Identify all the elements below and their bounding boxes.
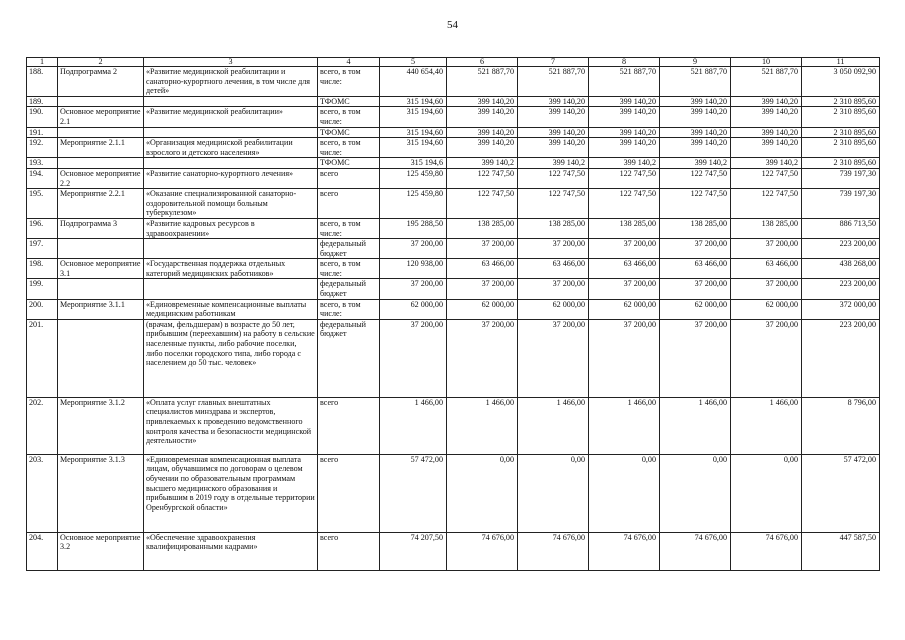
row-name: Основное мероприятие 2.1: [58, 107, 144, 127]
amount-cell: 372 000,00: [802, 299, 880, 319]
amount-cell: 399 140,2: [660, 158, 731, 169]
amount-cell: 122 747,50: [731, 168, 802, 188]
amount-cell: 0,00: [589, 454, 660, 532]
amount-cell: 1 466,00: [731, 397, 802, 454]
amount-cell: 37 200,00: [518, 319, 589, 397]
table-row: [27, 96, 880, 107]
table-row: [27, 189, 880, 219]
amount-cell: 399 140,20: [447, 127, 518, 138]
amount-cell: 0,00: [731, 454, 802, 532]
funding-source: всего, в том числе:: [318, 259, 380, 279]
amount-cell: 223 200,00: [802, 279, 880, 299]
amount-cell: 122 747,50: [447, 168, 518, 188]
row-description: «Единовременные компенсационные выплаты медицинским работникам: [144, 299, 318, 319]
amount-cell: 1 466,00: [589, 397, 660, 454]
amount-cell: 57 472,00: [380, 454, 447, 532]
budget-table: [26, 57, 880, 571]
amount-cell: 521 887,70: [660, 67, 731, 97]
funding-source: всего, в том числе:: [318, 299, 380, 319]
funding-source: федеральный бюджет: [318, 279, 380, 299]
amount-cell: 74 676,00: [660, 532, 731, 570]
amount-cell: 399 140,20: [589, 138, 660, 158]
table-row: [27, 158, 880, 169]
row-name: Мероприятие 2.1.1: [58, 138, 144, 158]
amount-cell: 399 140,20: [518, 138, 589, 158]
amount-cell: 2 310 895,60: [802, 107, 880, 127]
amount-cell: 63 466,00: [731, 259, 802, 279]
amount-cell: 74 676,00: [518, 532, 589, 570]
amount-cell: 8 796,00: [802, 397, 880, 454]
column-header: 3: [144, 58, 318, 67]
amount-cell: 37 200,00: [380, 239, 447, 259]
amount-cell: 62 000,00: [518, 299, 589, 319]
amount-cell: 62 000,00: [589, 299, 660, 319]
row-description: [144, 96, 318, 107]
row-number: 198.: [27, 259, 58, 279]
amount-cell: 122 747,50: [660, 168, 731, 188]
amount-cell: 122 747,50: [447, 189, 518, 219]
amount-cell: 315 194,60: [380, 107, 447, 127]
amount-cell: 399 140,20: [731, 138, 802, 158]
amount-cell: 315 194,60: [380, 96, 447, 107]
row-number: 189.: [27, 96, 58, 107]
amount-cell: 399 140,20: [731, 96, 802, 107]
table-row: [27, 67, 880, 97]
amount-cell: 399 140,20: [660, 127, 731, 138]
amount-cell: 2 310 895,60: [802, 127, 880, 138]
amount-cell: 37 200,00: [731, 279, 802, 299]
amount-cell: 125 459,80: [380, 189, 447, 219]
column-header: 10: [731, 58, 802, 67]
amount-cell: 2 310 895,60: [802, 96, 880, 107]
row-description: «Оплата услуг главных внештатных специалистов минздрава и экспертов, привлекаемых к проведению ведомственного контроля качества и безопасности медицинской деятельности»: [144, 397, 318, 454]
row-name: Мероприятие 3.1.3: [58, 454, 144, 532]
row-name: Мероприятие 3.1.1: [58, 299, 144, 319]
funding-source: всего: [318, 168, 380, 188]
row-description: [144, 158, 318, 169]
amount-cell: 122 747,50: [660, 189, 731, 219]
row-number: 192.: [27, 138, 58, 158]
amount-cell: 521 887,70: [518, 67, 589, 97]
row-description: «Единовременная компенсационная выплата лицам, обучавшимся по договорам о целевом обучении по образовательным программам высшего медицинского образования и прибывшим в 2019 году в отдельные территории Оренбургской области»: [144, 454, 318, 532]
amount-cell: 399 140,20: [518, 127, 589, 138]
amount-cell: 63 466,00: [447, 259, 518, 279]
amount-cell: 63 466,00: [660, 259, 731, 279]
amount-cell: 37 200,00: [731, 239, 802, 259]
amount-cell: 74 676,00: [447, 532, 518, 570]
amount-cell: 37 200,00: [660, 279, 731, 299]
amount-cell: 438 268,00: [802, 259, 880, 279]
table-row: [27, 454, 880, 532]
amount-cell: 37 200,00: [447, 239, 518, 259]
row-name: [58, 96, 144, 107]
row-number: 202.: [27, 397, 58, 454]
row-description: «Развитие медицинской реабилитации»: [144, 107, 318, 127]
amount-cell: 521 887,70: [589, 67, 660, 97]
table-row: [27, 218, 880, 238]
row-description: «Развитие медицинской реабилитации и санаторно-курортного лечения, в том числе для детей»: [144, 67, 318, 97]
amount-cell: 399 140,20: [518, 107, 589, 127]
amount-cell: 399 140,20: [589, 96, 660, 107]
amount-cell: 122 747,50: [589, 168, 660, 188]
table-row: [27, 299, 880, 319]
amount-cell: 0,00: [447, 454, 518, 532]
row-name: [58, 127, 144, 138]
funding-source: ТФОМС: [318, 127, 380, 138]
amount-cell: 739 197,30: [802, 168, 880, 188]
funding-source: всего: [318, 532, 380, 570]
column-header: 8: [589, 58, 660, 67]
amount-cell: 74 676,00: [731, 532, 802, 570]
amount-cell: 0,00: [518, 454, 589, 532]
row-number: 188.: [27, 67, 58, 97]
row-number: 197.: [27, 239, 58, 259]
row-name: [58, 158, 144, 169]
column-header: 2: [58, 58, 144, 67]
amount-cell: 138 285,00: [589, 218, 660, 238]
amount-cell: 37 200,00: [518, 279, 589, 299]
row-number: 191.: [27, 127, 58, 138]
column-header: 1: [27, 58, 58, 67]
amount-cell: 399 140,20: [447, 96, 518, 107]
row-name: Подпрограмма 2: [58, 67, 144, 97]
amount-cell: 63 466,00: [589, 259, 660, 279]
amount-cell: 138 285,00: [660, 218, 731, 238]
row-description: [144, 127, 318, 138]
amount-cell: 74 676,00: [589, 532, 660, 570]
amount-cell: 1 466,00: [380, 397, 447, 454]
table-header-row: [27, 58, 880, 67]
row-name: [58, 239, 144, 259]
row-name: [58, 279, 144, 299]
amount-cell: 399 140,2: [589, 158, 660, 169]
amount-cell: 399 140,20: [731, 107, 802, 127]
table-row: [27, 319, 880, 397]
column-header: 9: [660, 58, 731, 67]
amount-cell: 62 000,00: [447, 299, 518, 319]
amount-cell: 37 200,00: [447, 319, 518, 397]
column-header: 5: [380, 58, 447, 67]
amount-cell: 315 194,60: [380, 127, 447, 138]
column-header: 7: [518, 58, 589, 67]
amount-cell: 223 200,00: [802, 239, 880, 259]
row-name: Основное мероприятие 2.2: [58, 168, 144, 188]
table-row: [27, 397, 880, 454]
funding-source: ТФОМС: [318, 96, 380, 107]
column-header: 11: [802, 58, 880, 67]
amount-cell: 399 140,2: [518, 158, 589, 169]
row-number: 200.: [27, 299, 58, 319]
amount-cell: 37 200,00: [731, 319, 802, 397]
funding-source: всего, в том числе:: [318, 218, 380, 238]
amount-cell: 62 000,00: [380, 299, 447, 319]
funding-source: ТФОМС: [318, 158, 380, 169]
row-description: «Организация медицинской реабилитации взрослого и детского населения»: [144, 138, 318, 158]
funding-source: всего, в том числе:: [318, 67, 380, 97]
amount-cell: 399 140,20: [447, 107, 518, 127]
amount-cell: 315 194,60: [380, 138, 447, 158]
table-row: [27, 127, 880, 138]
amount-cell: 74 207,50: [380, 532, 447, 570]
amount-cell: 399 140,20: [660, 96, 731, 107]
row-number: 194.: [27, 168, 58, 188]
amount-cell: 399 140,2: [447, 158, 518, 169]
amount-cell: 120 938,00: [380, 259, 447, 279]
page-number: 54: [447, 19, 458, 31]
amount-cell: 57 472,00: [802, 454, 880, 532]
amount-cell: 399 140,20: [589, 107, 660, 127]
table-row: [27, 138, 880, 158]
amount-cell: 37 200,00: [589, 279, 660, 299]
amount-cell: 122 747,50: [589, 189, 660, 219]
amount-cell: 399 140,20: [660, 138, 731, 158]
row-number: 203.: [27, 454, 58, 532]
column-header: 4: [318, 58, 380, 67]
amount-cell: 37 200,00: [518, 239, 589, 259]
amount-cell: 0,00: [660, 454, 731, 532]
amount-cell: 37 200,00: [660, 319, 731, 397]
funding-source: всего, в том числе:: [318, 107, 380, 127]
amount-cell: 399 140,20: [660, 107, 731, 127]
amount-cell: 223 200,00: [802, 319, 880, 397]
row-description: [144, 239, 318, 259]
row-name: Подпрограмма 3: [58, 218, 144, 238]
row-description: «Развитие санаторно-курортного лечения»: [144, 168, 318, 188]
row-description: «Оказание специализированной санаторно-оздоровительной помощи больным туберкулезом»: [144, 189, 318, 219]
amount-cell: 440 654,40: [380, 67, 447, 97]
amount-cell: 125 459,80: [380, 168, 447, 188]
amount-cell: 122 747,50: [518, 189, 589, 219]
row-name: [58, 319, 144, 397]
amount-cell: 37 200,00: [380, 279, 447, 299]
amount-cell: 447 587,50: [802, 532, 880, 570]
amount-cell: 2 310 895,60: [802, 138, 880, 158]
row-number: 190.: [27, 107, 58, 127]
row-description: «Развитие кадровых ресурсов в здравоохранении»: [144, 218, 318, 238]
amount-cell: 37 200,00: [589, 319, 660, 397]
amount-cell: 62 000,00: [731, 299, 802, 319]
row-number: 204.: [27, 532, 58, 570]
row-description: «Государственная поддержка отдельных категорий медицинских работников»: [144, 259, 318, 279]
amount-cell: 399 140,20: [518, 96, 589, 107]
column-header: 6: [447, 58, 518, 67]
funding-source: всего: [318, 189, 380, 219]
row-name: Основное мероприятие 3.2: [58, 532, 144, 570]
table-row: [27, 532, 880, 570]
amount-cell: 1 466,00: [447, 397, 518, 454]
table-row: [27, 168, 880, 188]
amount-cell: 1 466,00: [518, 397, 589, 454]
amount-cell: 37 200,00: [589, 239, 660, 259]
amount-cell: 195 288,50: [380, 218, 447, 238]
row-name: Мероприятие 3.1.2: [58, 397, 144, 454]
amount-cell: 1 466,00: [660, 397, 731, 454]
row-description: [144, 279, 318, 299]
amount-cell: 138 285,00: [447, 218, 518, 238]
row-name: Основное мероприятие 3.1: [58, 259, 144, 279]
row-description: (врачам, фельдшерам) в возрасте до 50 лет, прибывшим (переехавшим) на работу в сельские населенные пункты, либо рабочие поселки, либо поселки городского типа, либо города с населением до 50 тыс. человек»: [144, 319, 318, 397]
amount-cell: 63 466,00: [518, 259, 589, 279]
amount-cell: 37 200,00: [380, 319, 447, 397]
amount-cell: 122 747,50: [518, 168, 589, 188]
row-number: 196.: [27, 218, 58, 238]
table-row: [27, 279, 880, 299]
amount-cell: 399 140,20: [447, 138, 518, 158]
funding-source: федеральный бюджет: [318, 319, 380, 397]
amount-cell: 2 310 895,60: [802, 158, 880, 169]
amount-cell: 138 285,00: [731, 218, 802, 238]
amount-cell: 122 747,50: [731, 189, 802, 219]
row-name: Мероприятие 2.2.1: [58, 189, 144, 219]
amount-cell: 37 200,00: [660, 239, 731, 259]
amount-cell: 3 050 092,90: [802, 67, 880, 97]
amount-cell: 37 200,00: [447, 279, 518, 299]
amount-cell: 138 285,00: [518, 218, 589, 238]
amount-cell: 399 140,2: [731, 158, 802, 169]
row-number: 195.: [27, 189, 58, 219]
table-row: [27, 239, 880, 259]
row-number: 201.: [27, 319, 58, 397]
amount-cell: 886 713,50: [802, 218, 880, 238]
amount-cell: 62 000,00: [660, 299, 731, 319]
table-row: [27, 107, 880, 127]
row-description: «Обеспечение здравоохранения квалифицированными кадрами»: [144, 532, 318, 570]
amount-cell: 521 887,70: [447, 67, 518, 97]
row-number: 199.: [27, 279, 58, 299]
amount-cell: 739 197,30: [802, 189, 880, 219]
row-number: 193.: [27, 158, 58, 169]
amount-cell: 399 140,20: [589, 127, 660, 138]
amount-cell: 521 887,70: [731, 67, 802, 97]
table-row: [27, 259, 880, 279]
funding-source: федеральный бюджет: [318, 239, 380, 259]
funding-source: всего: [318, 454, 380, 532]
amount-cell: 315 194,6: [380, 158, 447, 169]
amount-cell: 399 140,20: [731, 127, 802, 138]
funding-source: всего: [318, 397, 380, 454]
funding-source: всего, в том числе:: [318, 138, 380, 158]
